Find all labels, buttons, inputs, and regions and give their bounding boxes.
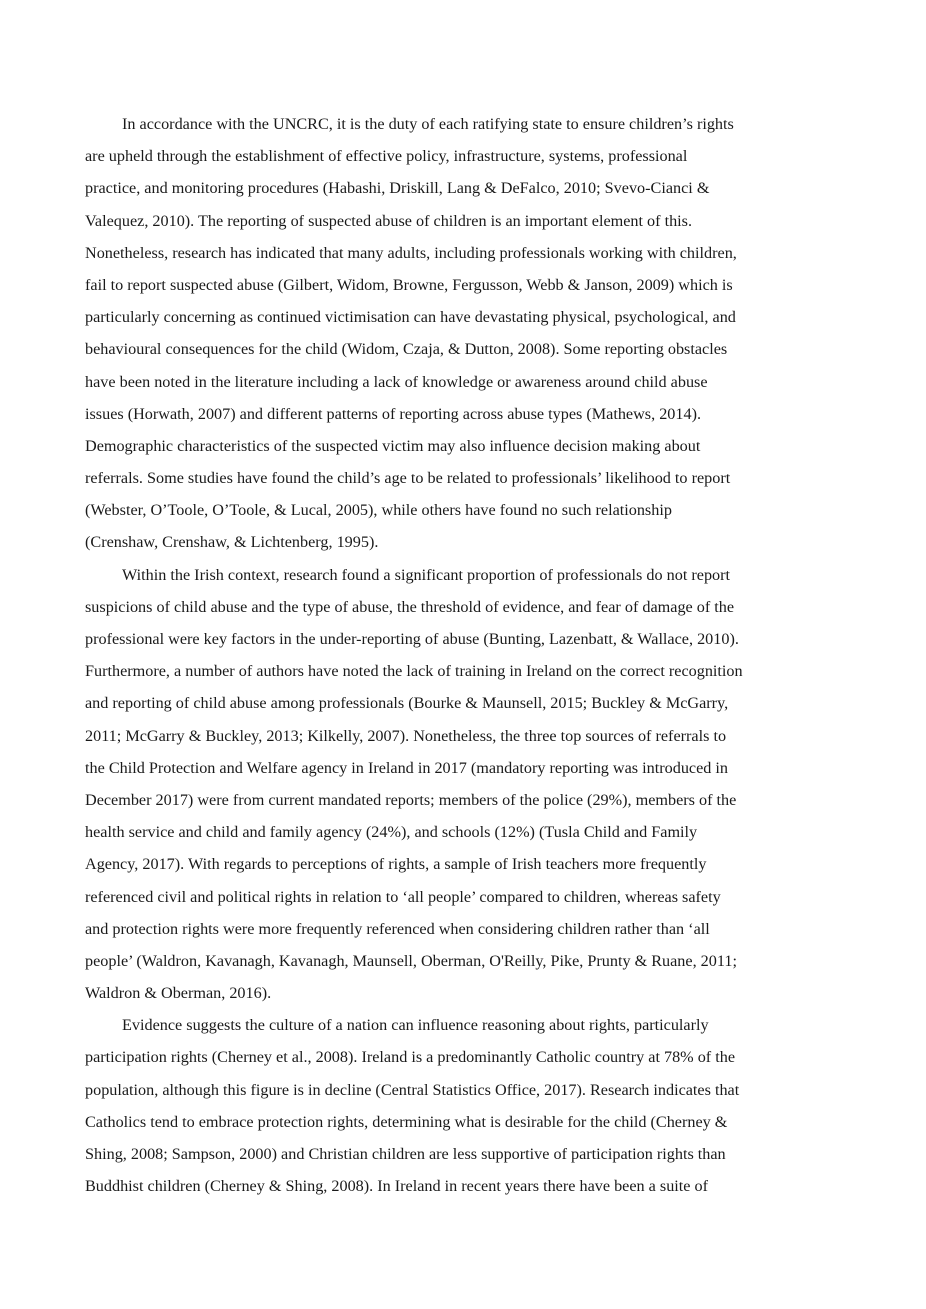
paragraph-3 [85, 1009, 845, 1202]
text-line: fail to report suspected abuse (Gilbert, Widom, Browne, Fergusson, Webb & Janson, 2009) which is [85, 275, 733, 294]
text-line: are upheld through the establishment of effective policy, infrastructure, systems, professional [85, 147, 688, 166]
text-line: Demographic characteristics of the suspected victim may also influence decision making about [85, 436, 701, 455]
text-line: professional were key factors in the under-reporting of abuse (Bunting, Lazenbatt, & Wallace, 2010). [85, 630, 739, 648]
text-line: the Child Protection and Welfare agency in Ireland in 2017 (mandatory reporting was introduced in [85, 758, 729, 777]
paragraph-1 [85, 108, 845, 559]
paragraph-2 [85, 559, 845, 1010]
text-line: issues (Horwath, 2007) and different patterns of reporting across abuse types (Mathews, 2014). [85, 404, 702, 423]
text-line: referenced civil and political rights in relation to ‘all people’ compared to children, whereas safety [85, 887, 721, 906]
text-line: (Webster, O’Toole, O’Toole, & Lucal, 2005), while others have found no such relationship [85, 501, 672, 520]
text-line: have been noted in the literature including a lack of knowledge or awareness around child abuse [85, 372, 708, 391]
text-line: Catholics tend to embrace protection rights, determining what is desirable for the child (Cherney & [85, 1112, 728, 1131]
text-line: participation rights (Cherney et al., 2008). Ireland is a predominantly Catholic country at 78% of the [85, 1048, 736, 1067]
text-line: behavioural consequences for the child (Widom, Czaja, & Dutton, 2008). Some reporting obstacles [85, 340, 728, 359]
text-line: population, although this figure is in decline (Central Statistics Office, 2017). Research indicates that [85, 1080, 740, 1099]
text-line: December 2017) were from current mandated reports; members of the police (29%), members of the [85, 790, 737, 809]
text-line: suspicions of child abuse and the type of abuse, the threshold of evidence, and fear of damage of the [85, 597, 735, 616]
text-line: (Crenshaw, Crenshaw, & Lichtenberg, 1995). [85, 533, 379, 552]
text-line: Buddhist children (Cherney & Shing, 2008). In Ireland in recent years there have been a suite of [85, 1177, 709, 1196]
text-line: practice, and monitoring procedures (Habashi, Driskill, Lang & DeFalco, 2010; Svevo-Cianci & [85, 179, 710, 198]
text-line: referrals. Some studies have found the child’s age to be related to professionals’ likelihood to report [85, 469, 731, 488]
text-line: Valequez, 2010). The reporting of suspected abuse of children is an important element of this. [85, 211, 693, 230]
text-line: In accordance with the UNCRC, it is the duty of each ratifying state to ensure children’s rights [122, 115, 734, 133]
text-line: people’ (Waldron, Kavanagh, Kavanagh, Maunsell, Oberman, O'Reilly, Pike, Prunty & Ruane, 2011; [85, 951, 737, 970]
text-line: health service and child and family agency (24%), and schools (12%) (Tusla Child and Family [85, 823, 698, 842]
text-line: Evidence suggests the culture of a nation can influence reasoning about rights, particularly [122, 1016, 709, 1035]
text-line: Within the Irish context, research found a significant proportion of professionals do not report [122, 565, 731, 584]
text-line: Nonetheless, research has indicated that many adults, including professionals working with children, [85, 243, 737, 262]
body-text [85, 108, 845, 1202]
text-line: Waldron & Oberman, 2016). [85, 984, 272, 1003]
text-line: and protection rights were more frequently referenced when considering children rather than ‘all [85, 919, 710, 938]
text-line: 2011; McGarry & Buckley, 2013; Kilkelly, 2007). Nonetheless, the three top sources of referrals to [85, 726, 727, 745]
text-line: Agency, 2017). With regards to perceptions of rights, a sample of Irish teachers more frequently [85, 855, 707, 874]
text-line: Shing, 2008; Sampson, 2000) and Christian children are less supportive of participation rights than [85, 1145, 726, 1163]
text-line: particularly concerning as continued victimisation can have devastating physical, psychological, and [85, 308, 736, 327]
text-line: Furthermore, a number of authors have noted the lack of training in Ireland on the correct recognition [85, 662, 743, 681]
text-line: and reporting of child abuse among professionals (Bourke & Maunsell, 2015; Buckley & McGarry, [85, 694, 729, 713]
